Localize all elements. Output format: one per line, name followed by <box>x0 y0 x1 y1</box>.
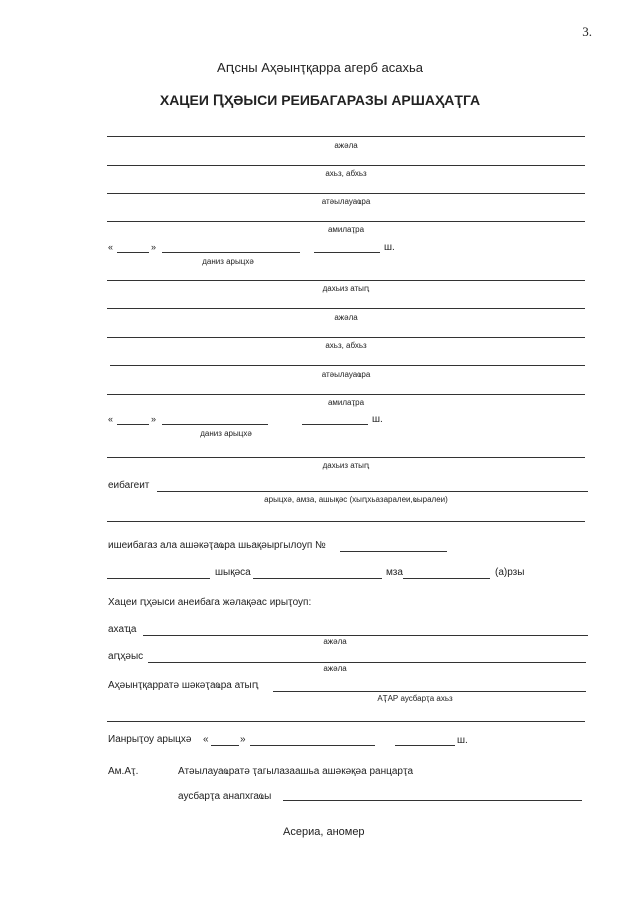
wife-name-field[interactable] <box>107 337 585 338</box>
caption-surname: ажәла <box>334 141 358 150</box>
issue-year-field[interactable] <box>395 745 455 746</box>
registration-place-label: Аҳәынҭқарратә шәкәҭаҩра атыԥ <box>108 680 259 691</box>
caption-birth-date: даниз арыцхә <box>202 257 254 266</box>
caption-surname: ажәла <box>323 637 347 646</box>
date-open-quote: « <box>108 414 114 424</box>
caption-citizenship: атәылауаҩра <box>321 370 371 379</box>
page-number: 3. <box>582 24 592 39</box>
month-label: мза <box>386 567 403 578</box>
wife-birth-year-field[interactable] <box>302 424 368 425</box>
husband-birth-place-field[interactable] <box>107 280 585 281</box>
signatory-title-line1: Атәылауаҩратә ҭагылазаашьа ашәкәқәа ранцарҭа <box>178 766 414 777</box>
record-number-label: ишеибагаз ала ашәкәҭаҩра шьақәыргылоуп № <box>108 540 326 551</box>
year-suffix: ш. <box>384 242 395 253</box>
record-year-field[interactable] <box>107 578 210 579</box>
registration-place-field[interactable] <box>273 691 586 692</box>
wife-birth-day-field[interactable] <box>117 424 149 425</box>
married-label: еибагеит <box>108 480 150 491</box>
date-close-quote: » <box>240 734 246 745</box>
year-suffix: ш. <box>457 735 468 746</box>
document-header: Аԥсны Аҳәынҭқарра агерб асахьа <box>217 60 423 75</box>
caption-surname: ажәла <box>334 313 358 322</box>
husband-nationality-field[interactable] <box>107 221 585 222</box>
record-month-field[interactable] <box>253 578 382 579</box>
husband-birth-month-field[interactable] <box>162 252 300 253</box>
wife-label: аԥҳәыс <box>108 651 144 662</box>
caption-birth-place: дахьиз атыԥ <box>322 461 370 470</box>
caption-marriage-date: арыцхә, амза, ашықәс (хыԥхьазаралеи,ҩыралеи) <box>264 495 448 504</box>
date-close-quote: » <box>151 242 157 252</box>
date-open-quote: « <box>108 242 114 252</box>
date-open-quote: « <box>203 734 209 745</box>
husband-name-field[interactable] <box>107 165 585 166</box>
wife-citizenship-field[interactable] <box>110 365 585 366</box>
wife-surname-field[interactable] <box>107 308 585 309</box>
marriage-date-field[interactable] <box>157 491 588 492</box>
signatory-title-line2: аусбарҭа анапхгаҩы <box>178 791 272 802</box>
caption-name: ахьз, абхьз <box>325 341 367 350</box>
issue-day-field[interactable] <box>211 745 239 746</box>
issue-date-label: Ианрыҭоу арыцхә <box>108 734 192 745</box>
husband-surname-field[interactable] <box>107 136 585 137</box>
issue-month-field[interactable] <box>250 745 375 746</box>
surnames-heading: Хацеи ԥҳәыси анеибага жәлақәас ирыҭоуп: <box>108 597 312 608</box>
husband-citizenship-field[interactable] <box>107 193 585 194</box>
record-day-field[interactable] <box>403 578 490 579</box>
year-suffix: ш. <box>372 414 383 425</box>
caption-surname: ажәла <box>323 664 347 673</box>
wife-birth-month-field[interactable] <box>162 424 268 425</box>
caption-citizenship: атәылауаҩра <box>321 197 371 206</box>
husband-new-surname-field[interactable] <box>143 635 588 636</box>
document-title: ХАЦЕИ ԤҲӘЫСИ РЕИБАГАРАЗЫ АРШАҲАҬГА <box>159 92 481 108</box>
record-number-field[interactable] <box>340 551 447 552</box>
wife-new-surname-field[interactable] <box>148 662 586 663</box>
wife-birth-place-field[interactable] <box>107 457 585 458</box>
caption-nationality: амилаҭра <box>327 398 365 407</box>
series-number-label: Асериа, аномер <box>283 826 365 838</box>
caption-name: ахьз, абхьз <box>325 169 367 178</box>
registration-place-continuation-field[interactable] <box>107 721 585 722</box>
caption-birth-date: даниз арыцхә <box>200 429 252 438</box>
year-label: шықәса <box>215 567 251 578</box>
marriage-date-continuation-field[interactable] <box>107 521 585 522</box>
caption-registry-office: АҬАР аусбарҭа ахьз <box>377 694 453 703</box>
stamp-label: Ам.Аҭ. <box>108 766 139 777</box>
date-close-quote: » <box>151 414 157 424</box>
caption-nationality: амилаҭра <box>327 225 365 234</box>
husband-birth-year-field[interactable] <box>314 252 380 253</box>
wife-nationality-field[interactable] <box>107 394 585 395</box>
husband-birth-day-field[interactable] <box>117 252 149 253</box>
day-label: (а)рзы <box>495 567 525 578</box>
signature-field[interactable] <box>283 800 582 801</box>
caption-birth-place: дахьиз атыԥ <box>322 284 370 293</box>
husband-label: ахаҵа <box>108 624 137 635</box>
